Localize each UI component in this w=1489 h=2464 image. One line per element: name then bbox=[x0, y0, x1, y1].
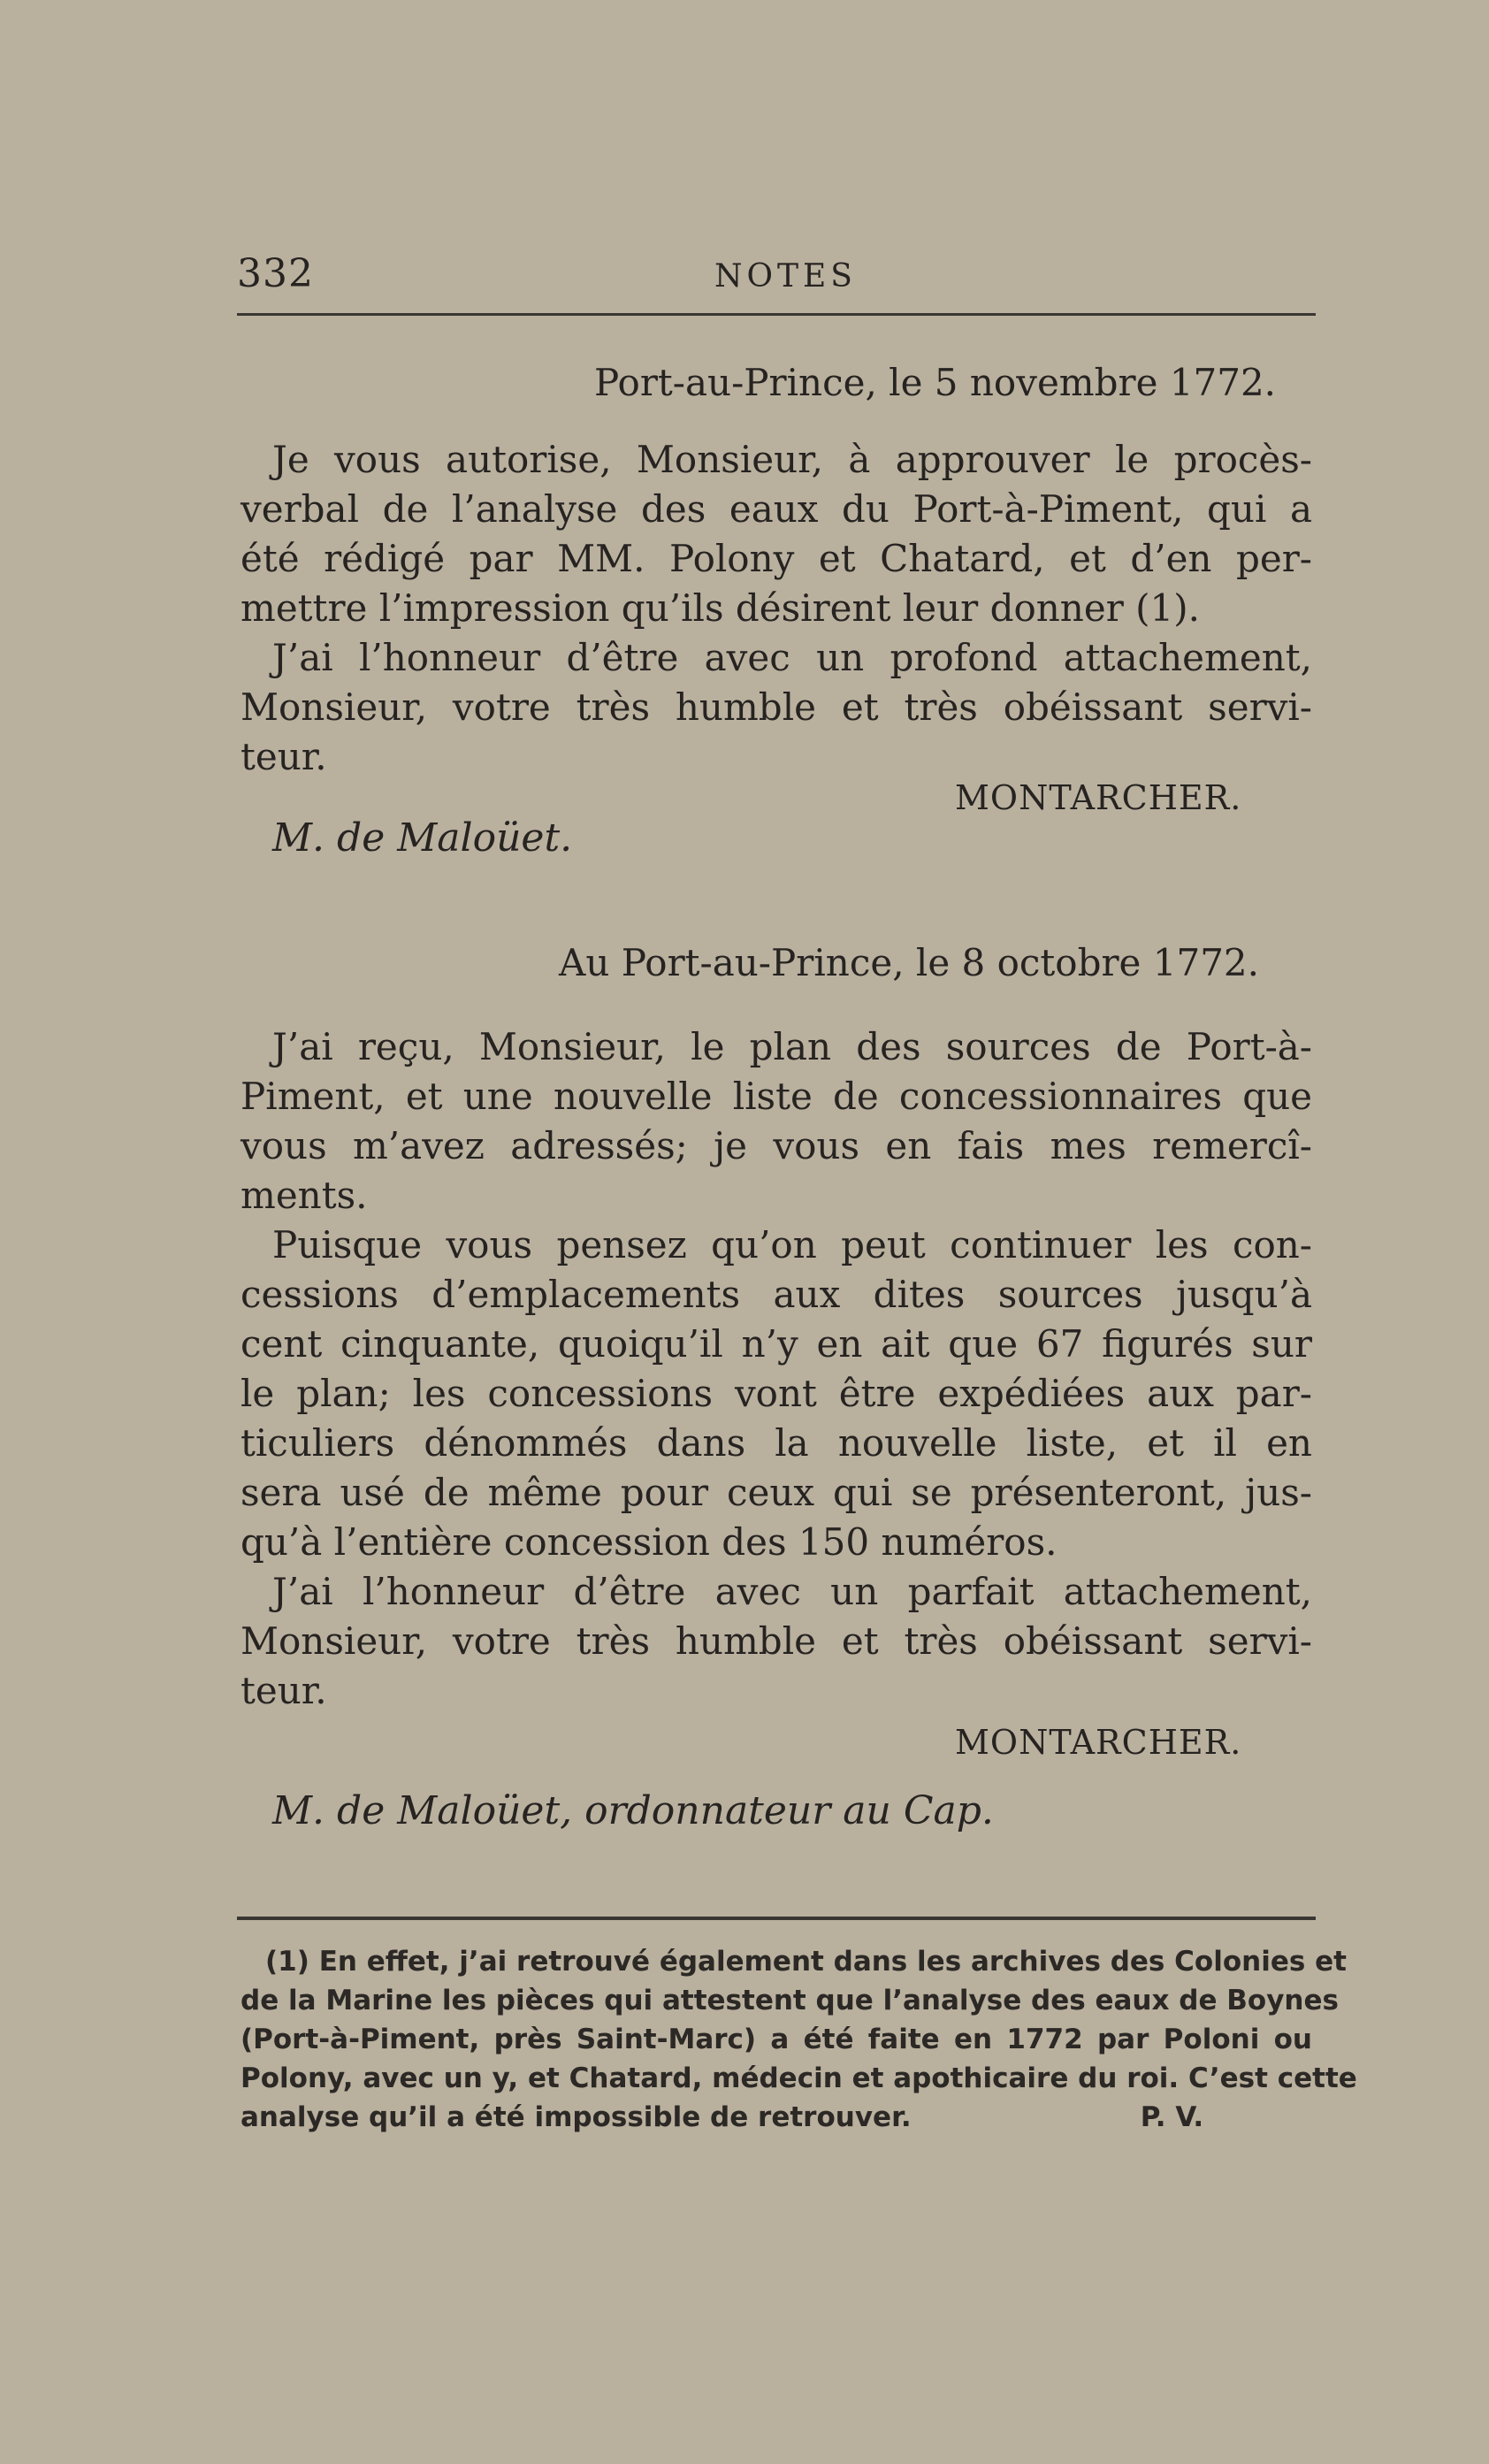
letter1-line-1: Je vous autorise, Monsieur, à approuver le procès- bbox=[272, 438, 1312, 481]
letter2-line-10: sera usé de même pour ceux qui se présenteront, jus- bbox=[241, 1471, 1312, 1514]
letter2-signature: MONTARCHER. bbox=[955, 1723, 1242, 1762]
letter2-line-3: vous m’avez adressés; je vous en fais mes remercî- bbox=[241, 1124, 1312, 1167]
letter2-line-6: cessions d’emplacements aux dites sources jusqu’à bbox=[241, 1273, 1312, 1316]
letter1-dateline: Port-au-Prince, le 5 novembre 1772. bbox=[594, 361, 1277, 404]
letter2-line-1: J’ai reçu, Monsieur, le plan des sources de Port-à- bbox=[272, 1025, 1312, 1068]
header-rule bbox=[237, 313, 1316, 316]
letter2-line-8: le plan; les concessions vont être expédiées aux par- bbox=[241, 1372, 1312, 1415]
letter1-addressee: M. de Maloüet. bbox=[272, 815, 573, 861]
letter1-line-6: Monsieur, votre très humble et très obéissant servi- bbox=[241, 685, 1312, 729]
running-title: NOTES bbox=[714, 258, 857, 295]
footnote-line-5: analyse qu’il a été impossible de retrouver. P. V. bbox=[241, 2101, 1204, 2133]
letter1-line-4: mettre l’impression qu’ils désirent leur donner (1). bbox=[241, 586, 1200, 630]
footnote-line-4: Polony, avec un y, et Chatard, médecin et apothicaire du roi. C’est cette bbox=[241, 2062, 1357, 2094]
letter1-line-5: J’ai l’honneur d’être avec un profond attachement, bbox=[272, 636, 1312, 679]
letter2-line-9: ticuliers dénommés dans la nouvelle liste, et il en bbox=[241, 1421, 1312, 1465]
letter1-line-2: verbal de l’analyse des eaux du Port-à-Piment, qui a bbox=[241, 487, 1312, 531]
footnote-line-1: (1) En effet, j’ai retrouvé également dans les archives des Colonies et bbox=[265, 1946, 1347, 1978]
letter1-line-3: été rédigé par MM. Polony et Chatard, et d’en per- bbox=[241, 537, 1312, 580]
footnote-line-3: (Port-à-Piment, près Saint-Marc) a été faite en 1772 par Poloni ou bbox=[241, 2024, 1312, 2055]
letter2-dateline: Au Port-au-Prince, le 8 octobre 1772. bbox=[559, 941, 1259, 984]
footnote-line-2: de la Marine les pièces qui attestent que l’analyse des eaux de Boynes bbox=[241, 1985, 1339, 2016]
letter2-line-14: teur. bbox=[241, 1669, 327, 1712]
page-number: 332 bbox=[237, 251, 314, 296]
letter2-line-12: J’ai l’honneur d’être avec un parfait attachement, bbox=[272, 1570, 1312, 1613]
letter2-line-5: Puisque vous pensez qu’on peut continuer les con- bbox=[272, 1223, 1312, 1266]
page-header bbox=[237, 246, 1316, 317]
letter1-signature: MONTARCHER. bbox=[955, 778, 1242, 817]
letter2-line-7: cent cinquante, quoiqu’il n’y en ait que 67 figurés sur bbox=[241, 1322, 1312, 1366]
letter2-line-2: Piment, et une nouvelle liste de concessionnaires que bbox=[241, 1075, 1312, 1118]
letter2-addressee: M. de Maloüet, ordonnateur au Cap. bbox=[272, 1788, 994, 1833]
letter2-line-4: ments. bbox=[241, 1174, 368, 1217]
letter1-line-7: teur. bbox=[241, 735, 327, 778]
footnote-rule bbox=[237, 1917, 1316, 1920]
letter2-line-11: qu’à l’entière concession des 150 numéros. bbox=[241, 1520, 1058, 1564]
letter2-line-13: Monsieur, votre très humble et très obéissant servi- bbox=[241, 1619, 1312, 1663]
